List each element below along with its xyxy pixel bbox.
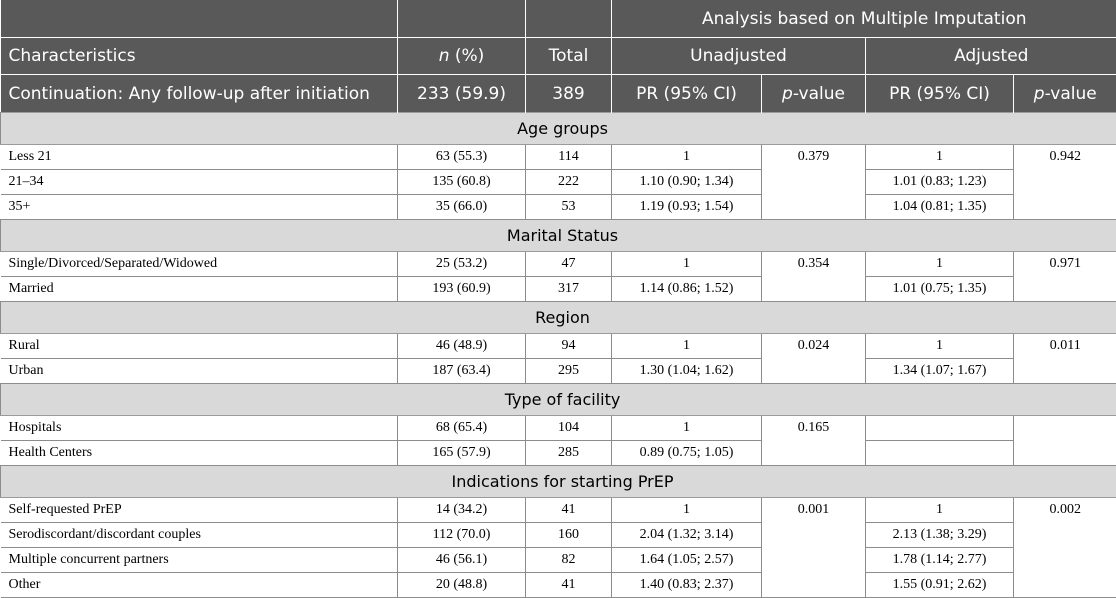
- header-adj-pvalue: [1014, 75, 1116, 113]
- row-label: Urban: [1, 359, 398, 384]
- row-label: Serodiscordant/discordant couples: [1, 523, 398, 548]
- table-row: [1, 277, 1116, 302]
- row-adjusted-pr: 1.01 (0.83; 1.23): [866, 170, 1014, 195]
- section-title: Indications for starting PrEP: [1, 466, 1116, 498]
- row-n-percent: 25 (53.2): [398, 252, 526, 277]
- header-p-suffix: -value: [1045, 84, 1097, 104]
- row-total: 104: [526, 416, 612, 441]
- section-title: Age groups: [1, 113, 1116, 145]
- row-n-percent: 193 (60.9): [398, 277, 526, 302]
- row-adjusted-pvalue: 0.011: [1014, 334, 1116, 384]
- row-adjusted-pr: 1.34 (1.07; 1.67): [866, 359, 1014, 384]
- row-adjusted-pr: 1.01 (0.75; 1.35): [866, 277, 1014, 302]
- row-n-percent: 135 (60.8): [398, 170, 526, 195]
- row-total: 47: [526, 252, 612, 277]
- row-unadjusted-pr: 1: [612, 145, 762, 170]
- row-unadjusted-pr: 1.40 (0.83; 2.37): [612, 573, 762, 598]
- row-n-percent: 46 (56.1): [398, 548, 526, 573]
- table-row: [1, 145, 1116, 170]
- row-n-percent: 14 (34.2): [398, 498, 526, 523]
- section-title: Region: [1, 302, 1116, 334]
- row-label: 35+: [1, 195, 398, 220]
- row-total: 94: [526, 334, 612, 359]
- header-blank-1: [1, 0, 398, 38]
- row-n-percent: 112 (70.0): [398, 523, 526, 548]
- table-row: [1, 252, 1116, 277]
- table-row: [1, 334, 1116, 359]
- row-total: 295: [526, 359, 612, 384]
- row-total: 285: [526, 441, 612, 466]
- row-unadjusted-pr: 1: [612, 334, 762, 359]
- row-n-percent: 68 (65.4): [398, 416, 526, 441]
- table-row: [1, 195, 1116, 220]
- header-continuation-label: Continuation: Any follow-up after initiation: [1, 75, 398, 113]
- header-total: Total: [526, 38, 612, 75]
- table-row: [1, 170, 1116, 195]
- row-unadjusted-pr: 1.30 (1.04; 1.62): [612, 359, 762, 384]
- table-row: [1, 359, 1116, 384]
- row-n-percent: 165 (57.9): [398, 441, 526, 466]
- header-continuation-total: 389: [526, 75, 612, 113]
- header-n-italic: n: [439, 46, 450, 66]
- table-header: [1, 0, 1116, 113]
- row-n-percent: 46 (48.9): [398, 334, 526, 359]
- row-label: Hospitals: [1, 416, 398, 441]
- row-n-percent: 35 (66.0): [398, 195, 526, 220]
- row-total: 114: [526, 145, 612, 170]
- row-n-percent: 63 (55.3): [398, 145, 526, 170]
- row-adjusted-pvalue: 0.942: [1014, 145, 1116, 220]
- row-label: Other: [1, 573, 398, 598]
- table-row: [1, 523, 1116, 548]
- row-adjusted-pr: 1: [866, 498, 1014, 523]
- row-unadjusted-pr: 2.04 (1.32; 3.14): [612, 523, 762, 548]
- row-total: 317: [526, 277, 612, 302]
- header-continuation-n: 233 (59.9): [398, 75, 526, 113]
- row-label: Health Centers: [1, 441, 398, 466]
- row-adjusted-pr: [866, 441, 1014, 466]
- row-adjusted-pr: 1.55 (0.91; 2.62): [866, 573, 1014, 598]
- header-unadjusted: Unadjusted: [612, 38, 866, 75]
- header-p-italic: p: [782, 84, 793, 104]
- row-label: Single/Divorced/Separated/Widowed: [1, 252, 398, 277]
- row-total: 41: [526, 498, 612, 523]
- row-total: 160: [526, 523, 612, 548]
- header-p-italic: p: [1034, 84, 1045, 104]
- row-adjusted-pvalue: 0.002: [1014, 498, 1116, 598]
- row-adjusted-pr: [866, 416, 1014, 441]
- header-n-percent: [398, 38, 526, 75]
- table-row: [1, 416, 1116, 441]
- header-adjusted: Adjusted: [866, 38, 1116, 75]
- row-label: Rural: [1, 334, 398, 359]
- row-adjusted-pr: 1: [866, 334, 1014, 359]
- header-characteristics: Characteristics: [1, 38, 398, 75]
- row-unadjusted-pvalue: 0.001: [762, 498, 866, 598]
- header-adj-pr: PR (95% CI): [866, 75, 1014, 113]
- header-group-title: Analysis based on Multiple Imputation: [612, 0, 1116, 38]
- header-n-pct: (%): [449, 46, 484, 66]
- row-label: Self-requested PrEP: [1, 498, 398, 523]
- header-blank-3: [526, 0, 612, 38]
- table-row: [1, 441, 1116, 466]
- row-unadjusted-pr: 1.14 (0.86; 1.52): [612, 277, 762, 302]
- row-adjusted-pvalue: [1014, 416, 1116, 466]
- section-row: [1, 466, 1116, 498]
- section-row: [1, 302, 1116, 334]
- row-n-percent: 187 (63.4): [398, 359, 526, 384]
- row-unadjusted-pr: 1.10 (0.90; 1.34): [612, 170, 762, 195]
- table-row: [1, 573, 1116, 598]
- row-adjusted-pr: 1: [866, 252, 1014, 277]
- row-n-percent: 20 (48.8): [398, 573, 526, 598]
- row-unadjusted-pr: 1: [612, 252, 762, 277]
- row-unadjusted-pr: 1.64 (1.05; 2.57): [612, 548, 762, 573]
- row-total: 82: [526, 548, 612, 573]
- section-row: [1, 384, 1116, 416]
- table-row: [1, 498, 1116, 523]
- section-title: Marital Status: [1, 220, 1116, 252]
- row-label: Less 21: [1, 145, 398, 170]
- row-total: 53: [526, 195, 612, 220]
- row-label: Multiple concurrent partners: [1, 548, 398, 573]
- row-unadjusted-pvalue: 0.379: [762, 145, 866, 220]
- row-label: 21–34: [1, 170, 398, 195]
- row-adjusted-pvalue: 0.971: [1014, 252, 1116, 302]
- section-row: [1, 113, 1116, 145]
- row-adjusted-pr: 2.13 (1.38; 3.29): [866, 523, 1014, 548]
- row-adjusted-pr: 1.04 (0.81; 1.35): [866, 195, 1014, 220]
- table-body: [1, 113, 1116, 598]
- header-unadj-pr: PR (95% CI): [612, 75, 762, 113]
- header-unadj-pvalue: [762, 75, 866, 113]
- row-adjusted-pr: 1: [866, 145, 1014, 170]
- table-row: [1, 548, 1116, 573]
- row-label: Married: [1, 277, 398, 302]
- header-blank-2: [398, 0, 526, 38]
- row-unadjusted-pr: 0.89 (0.75; 1.05): [612, 441, 762, 466]
- row-total: 41: [526, 573, 612, 598]
- section-title: Type of facility: [1, 384, 1116, 416]
- row-unadjusted-pr: 1: [612, 498, 762, 523]
- row-unadjusted-pvalue: 0.024: [762, 334, 866, 384]
- row-unadjusted-pvalue: 0.165: [762, 416, 866, 466]
- section-row: [1, 220, 1116, 252]
- header-p-suffix: -value: [793, 84, 845, 104]
- row-total: 222: [526, 170, 612, 195]
- row-unadjusted-pr: 1: [612, 416, 762, 441]
- row-adjusted-pr: 1.78 (1.14; 2.77): [866, 548, 1014, 573]
- row-unadjusted-pvalue: 0.354: [762, 252, 866, 302]
- row-unadjusted-pr: 1.19 (0.93; 1.54): [612, 195, 762, 220]
